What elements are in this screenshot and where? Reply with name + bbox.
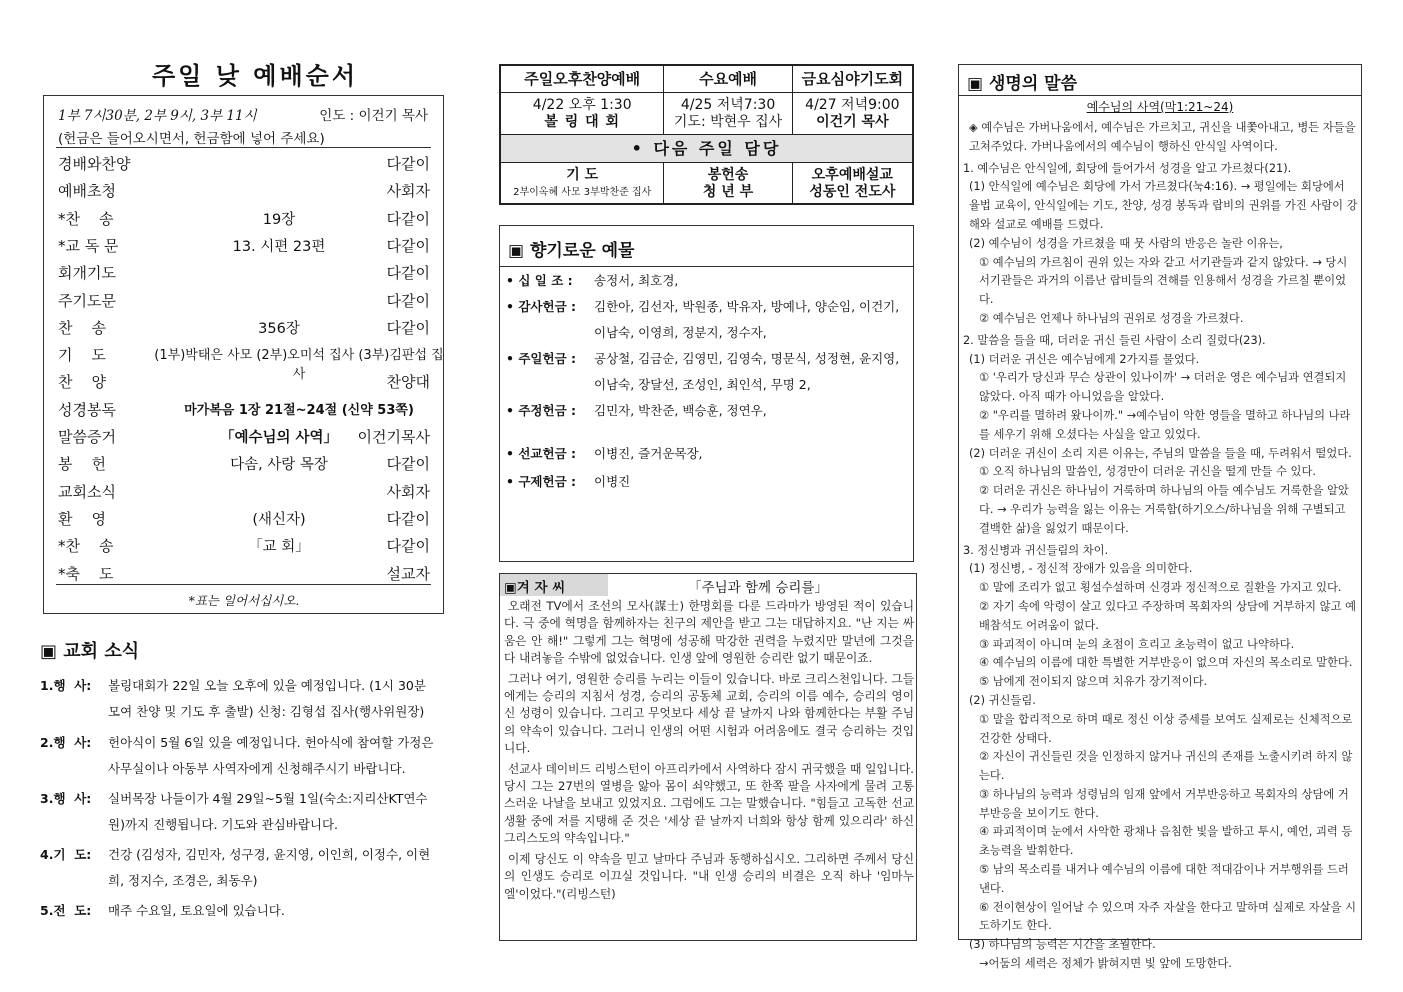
order-item-name: 주기도문: [58, 291, 116, 310]
sermon-line: (3) 하나님의 능력은 시간을 초월한다.: [969, 938, 1156, 952]
news-item-text: 볼링대회가 22일 오늘 오후에 있을 예정입니다. (1시 30분 모여 찬양 및 기도 후 출발) 신청: 김형섭 집사(행사위원장): [108, 678, 426, 719]
offering-names: 공상철, 김금순, 김영민, 김영숙, 명문식, 성정현, 윤지영, 이남숙, 장달선, 조성인, 최인석, 무명 2,: [594, 351, 900, 392]
order-item-leader: 사회자: [386, 482, 430, 501]
next-duty-header: 기 도: [566, 166, 599, 183]
order-row: [44, 371, 444, 398]
next-duty-header: 봉헌송: [707, 166, 749, 183]
order-item-name: 교회소식: [58, 482, 116, 501]
mustard-seed-paragraph: 오래전 TV에서 조선의 모사(謀士) 한명회를 다룬 드라마가 방영된 적이 있습니다. 극 중에 혁명을 함께하자는 친구의 제안을 받고 그는 대답하지요. "난 지는 싸움은 안 해!" 그렇게 그는 혁명에 성공해 막강한 권력을 누렸지만 말년에 그것을 다 내려놓을 수밖에 없었습니다. 인생 앞에 영원한 승리란 없기 때문이죠.: [504, 599, 914, 666]
sermon-line: ② 예수님은 언제나 하나님의 권위로 성경을 가르쳤다.: [979, 311, 1244, 325]
order-item-content: 「예수님의 사역」: [219, 430, 339, 446]
schedule-event: 이건기 목사: [816, 114, 889, 131]
sermon-line: 2. 말씀을 들을 때, 더러운 귀신 들린 사람이 소리 질렀다(23).: [963, 333, 1266, 347]
order-item-name: 말씀증거: [58, 428, 116, 446]
offering-names: 이병진, 즐거운목장,: [594, 446, 703, 461]
sermon-outline: [963, 119, 1359, 974]
order-row: [44, 481, 444, 508]
order-item-leader: 설교자: [386, 564, 430, 583]
sermon-line: →어둠의 세력은 정체가 밝혀지면 빛 앞에 도망한다.: [979, 957, 1232, 971]
order-item-content: 마가복음 1장 21절~24절 (신약 53쪽): [184, 402, 414, 418]
sermon-line: ④ 파괴적이며 눈에서 사악한 광채나 음침한 빛을 발하고 투시, 예언, 괴력 등 초능력을 발휘한다.: [979, 825, 1353, 858]
order-item-leader: 다같이: [386, 209, 430, 228]
mustard-seed-title: 「주님과 함께 승리를」: [688, 580, 828, 596]
order-row: [44, 317, 444, 344]
sermon-line: ② 더러운 귀신은 하나님이 거룩하며 하나님의 아들 예수님도 거룩한을 알았다. → 우리가 능력을 잃는 이유는 거룩함(하기오스/하나님을 위해 구별되고 결백한 삶)을 잃었기 때문이다.: [979, 484, 1349, 535]
order-row: [44, 563, 444, 590]
divider: [56, 584, 431, 585]
schedule-header: 금요심야기도회: [792, 66, 912, 93]
news-item: [40, 786, 440, 838]
order-row: [44, 208, 444, 235]
worship-leader: 인도 : 이건기 목사: [319, 108, 428, 124]
sermon-line: ② 자신이 귀신들린 것을 인정하지 않거나 귀신의 존재를 노출시키려 하지 않는다.: [979, 750, 1353, 783]
order-row: [44, 426, 444, 453]
sermon-line: ② "우리를 멸하려 왔나이까." →예수님이 악한 영들을 멸하고 하나님의 나라를 세우기 위해 오셨다는 사실을 알고 있었다.: [979, 408, 1351, 441]
news-item: [40, 898, 440, 924]
sermon-line: ◈ 예수님은 가버나움에서, 예수님은 가르치고, 귀신을 내쫓아내고, 병든 자들을 고쳐주었다. 가버나움에서의 예수님이 행하신 안식일 사역이다.: [969, 121, 1356, 153]
schedule-time: 4/22 오후 1:30: [532, 97, 632, 114]
sermon-line: (1) 더러운 귀신은 예수님에게 2가지를 물었다.: [969, 352, 1200, 366]
order-row: [44, 535, 444, 562]
mustard-seed-paragraph: 선교사 데이비드 리빙스턴이 아프리카에서 사역하다 잠시 귀국했을 때 일입니다. 당시 그는 27번의 열병을 앓아 몸이 쇠약했고, 또 한쪽 팔을 사자에게 물려 고통스러운 나날을 보내고 있었지요. 그럼에도 그는 말했습니다. "힘들고 고독한 선교생활 중에 저를 지탱해 준 것은 '세상 끝 날까지 너희와 항상 함께 있으리라' 하신 그리스도의 약속입니다.": [504, 761, 915, 846]
order-item-content: 13. 시편 23편: [232, 238, 326, 255]
news-item: [40, 842, 440, 894]
news-item: [40, 730, 440, 782]
order-row: [44, 508, 444, 535]
news-item: [40, 673, 440, 725]
order-item-leader: 다같이: [386, 155, 430, 173]
sermon-line: ② 자기 속에 악령이 살고 있다고 주장하며 목회자의 상담에 거부하지 않고 예배참석도 어려움이 없다.: [979, 599, 1357, 632]
order-row: [44, 453, 444, 480]
next-duty-header: 오후예배설교: [811, 166, 893, 183]
order-item-name: *교 독 문: [58, 236, 119, 255]
offering-names: 이병진: [594, 474, 631, 489]
word-of-life-title: ▣ 생명의 말씀: [959, 65, 1361, 96]
offering-category: • 감사헌금 :: [506, 299, 576, 314]
order-row: [44, 399, 444, 426]
service-times: 1부 7시30분, 2부 9시, 3부 11시: [58, 108, 257, 124]
news-item-label: 1.행 사:: [40, 678, 92, 693]
order-row: [44, 153, 444, 180]
mustard-seed-paragraph: 그러나 여기, 영원한 승리를 누리는 이들이 있습니다. 바로 크리스천입니다. 그들에게는 승리의 지침서 성경, 승리의 공동체 교회, 승리의 이름 예수, 승리의 영이신 성령이 있습니다. 그리고 무엇보다 세상 끝 날까지 나와 함께한다는 부활 주님의 약속이 있습니다. 그러니 인생의 어떤 시험과 어려움에도 결국 승리하는 것입니다.: [504, 671, 914, 756]
worship-order-title: 주일 낮 예배순서: [152, 62, 358, 90]
order-item-name: 환 영: [58, 509, 107, 528]
news-item-text: 매주 수요일, 토요일에 있습니다.: [108, 903, 285, 918]
schedule-time: 4/27 저녁9:00: [805, 97, 900, 114]
mustard-seed-box: [499, 573, 917, 941]
sermon-line: ⑥ 전이현상이 일어날 수 있으며 자주 자살을 한다고 말하며 실제로 자살을 시도하기도 한다.: [979, 900, 1357, 933]
sermon-line: ④ 예수님의 이름에 대한 특별한 거부반응이 없으며 자신의 목소리로 말한다.: [979, 656, 1353, 670]
order-item-leader: 다같이: [386, 264, 430, 283]
mustard-seed-paragraph: 이제 당신도 이 약속을 믿고 날마다 주님과 동행하십시오. 그리하면 주께서 당신의 인생도 승리로 이끄실 것입니다. "내 인생 승리의 비결은 오직 하나 '임마누엘'이었다."(리빙스턴): [504, 851, 914, 901]
order-row: [44, 290, 444, 317]
offering-category: • 십 일 조 :: [506, 273, 573, 288]
schedule-time: 4/25 저녁7:30: [680, 97, 776, 114]
offering-row: [506, 346, 906, 398]
order-row: [44, 180, 444, 207]
order-item-leader: 다같이: [386, 509, 430, 528]
news-item-label: 4.기 도:: [40, 847, 92, 862]
sermon-line: 1. 예수님은 안식일에, 회당에 들어가서 성경을 알고 가르쳤다(21).: [963, 161, 1292, 175]
worship-order-box: [43, 95, 444, 614]
sermon-line: ① 말을 합리적으로 하며 때로 정신 이상 증세를 보여도 실제로는 신체적으로 건강한 상태다.: [979, 712, 1353, 745]
offering-row: [506, 469, 906, 495]
word-of-life-box: [958, 64, 1362, 971]
mustard-seed-label: ▣겨 자 씨: [500, 574, 608, 596]
news-item-text: 실버목장 나들이가 4월 29일~5월 1일(숙소:지리산KT연수원)까지 진행됩니다. 기도와 관심바랍니다.: [108, 791, 428, 832]
news-item-text: 헌아식이 5월 6일 있을 예정입니다. 헌아식에 참여할 가정은 사무실이나 아동부 사역자에게 신청해주시기 바랍니다.: [108, 735, 434, 776]
offering-category: • 선교헌금 :: [506, 446, 576, 461]
sermon-line: ⑤ 남의 목소리를 내거나 예수님의 이름에 대한 적대감이나 거부행위를 드러낸다.: [979, 863, 1349, 895]
news-item-label: 5.전 도:: [40, 903, 92, 918]
order-item-leader: 다같이: [386, 537, 430, 556]
order-item-name: 찬 양: [58, 373, 107, 392]
offering-names: 송정서, 최호경,: [594, 273, 679, 288]
order-item-name: *찬 송: [58, 537, 114, 556]
order-item-content: (1부)박태은 사모 (2부)오미석 집사 (3부)김판섭 집사: [154, 348, 444, 383]
offering-row: [506, 268, 906, 294]
order-item-name: 기 도: [58, 346, 107, 365]
order-item-leader: 다같이: [386, 455, 430, 474]
mustard-seed-body: [504, 598, 914, 906]
offering-box: [499, 225, 914, 562]
offering-category: • 주정헌금 :: [506, 403, 576, 418]
schedule-table: [499, 64, 914, 205]
order-item-leader: 다같이: [386, 291, 430, 310]
sermon-line: 3. 정신병과 귀신들림의 차이.: [963, 543, 1109, 557]
order-item-content: 다솜, 사랑 목장: [230, 457, 328, 474]
order-row: [44, 262, 444, 289]
order-item-content: 356장: [258, 320, 300, 337]
offering-names: 김한아, 김선자, 박원종, 박유자, 방예나, 양순임, 이건기, 이남숙, 이영희, 정분지, 정수자,: [594, 299, 900, 340]
offering-names: 김민자, 박찬준, 백승훈, 정연우,: [594, 403, 767, 418]
order-item-name: *축 도: [58, 564, 114, 583]
schedule-header: 주일오후찬양예배: [501, 66, 664, 93]
order-item-name: 성경봉독: [58, 400, 116, 419]
schedule-header: 수요예배: [664, 66, 792, 93]
sermon-line: ① 말에 조리가 없고 횡설수설하며 신경과 정신적으로 질환을 가지고 있다.: [979, 581, 1342, 595]
offering-row: [506, 294, 906, 346]
order-item-leader: 다같이: [386, 318, 430, 337]
offering-row: [506, 441, 906, 467]
order-item-name: 회개기도: [58, 264, 116, 283]
sermon-line: ① '우리가 당신과 무슨 상관이 있나이까' → 더러운 영은 예수님과 연결되지 않았다. 아직 때가 아니었음을 알았다.: [979, 371, 1347, 404]
order-item-leader: 이건기목사: [357, 428, 430, 446]
sermon-line: ⑤ 남에게 전이되지 않으며 치유가 장기적이다.: [979, 675, 1208, 689]
order-item-leader: 찬양대: [386, 373, 430, 392]
sermon-line: ① 예수님의 가르침이 권위 있는 자와 같고 서기관들과 같지 않았다. → 당시 서기관들은 과거의 이름난 랍비들의 견해를 인용해서 성경을 가르칠 뿐이었다.: [979, 255, 1348, 307]
order-item-leader: 다같이: [386, 236, 430, 255]
next-duty-value: 2부이옥혜 사모 3부박찬준 집사: [513, 186, 652, 198]
sermon-line: ③ 하나님의 능력과 성령님의 임재 앞에서 거부반응하고 목회자의 상담에 거부반응을 보이기도 한다.: [979, 787, 1349, 820]
news-item-label: 3.행 사:: [40, 791, 92, 806]
order-item-leader: 사회자: [386, 182, 430, 201]
order-item-name: 찬 송: [58, 318, 107, 337]
offering-category: • 주일헌금 :: [506, 351, 576, 366]
schedule-event: 기도: 박현우 집사: [673, 114, 783, 131]
order-item-content: (새신자): [252, 511, 306, 528]
news-item-text: 건강 (김성자, 김민자, 성구경, 윤지영, 이인희, 이정수, 이현희, 정지수, 조경은, 최동우): [108, 847, 431, 888]
sermon-line: (2) 예수님이 성경을 가르쳤을 때 뭇 사람의 반응은 놀란 이유는,: [969, 236, 1283, 250]
news-item-label: 2.행 사:: [40, 735, 92, 750]
church-news-title: ▣ 교회 소식: [40, 641, 140, 662]
offering-title: ▣ 향기로운 예물: [500, 226, 913, 267]
divider: [56, 147, 431, 148]
order-row: [44, 235, 444, 262]
next-duty-value: 청 년 부: [702, 183, 754, 200]
order-item-name: 봉 헌: [58, 455, 107, 474]
order-item-name: 경배와찬양: [58, 155, 131, 173]
next-sunday-title: • 다음 주일 담당: [501, 134, 913, 162]
sermon-line: ③ 파괴적이 아니며 눈의 초점이 흐리고 초능력이 없고 나약하다.: [979, 637, 1295, 651]
sermon-line: (2) 귀신들림.: [969, 693, 1036, 707]
schedule-event: 볼 링 대 회: [544, 114, 621, 131]
order-item-name: 예배초청: [58, 182, 116, 201]
sermon-line: ① 오직 하나님의 말씀인, 성경만이 더러운 귀신을 떨게 만들 수 있다.: [979, 465, 1316, 479]
sermon-subtitle: 예수님의 사역(막1:21~24): [1086, 100, 1234, 114]
next-duty-value: 성동인 전도사: [809, 183, 896, 200]
sermon-line: (1) 정신병, - 정신적 장애가 있음을 의미한다.: [969, 562, 1193, 576]
order-item-content: 「교 회」: [248, 539, 310, 556]
sermon-line: (2) 더러운 귀신이 소리 지른 이유는, 주님의 말씀을 들을 때, 두려워서 떨었다.: [969, 446, 1352, 460]
worship-order-header: [58, 105, 428, 151]
offering-category: • 구제헌금 :: [506, 474, 576, 489]
offering-note: (헌금은 들어오시면서, 헌금함에 넣어 주세요): [58, 131, 325, 147]
standing-note: *표는 일어서십시오.: [188, 593, 300, 608]
order-item-name: *찬 송: [58, 209, 114, 228]
sermon-line: (1) 안식일에 예수님은 회당에 가서 가르쳤다(눅4:16). → 평일에는 회당에서 율법 교육이, 안식일에는 기도, 찬양, 성경 봉독과 랍비의 권위를 가진 사람이 강해와 설교로 예배를 드렸다.: [969, 180, 1358, 231]
offering-row: [506, 398, 906, 424]
order-item-content: 19장: [262, 211, 296, 228]
